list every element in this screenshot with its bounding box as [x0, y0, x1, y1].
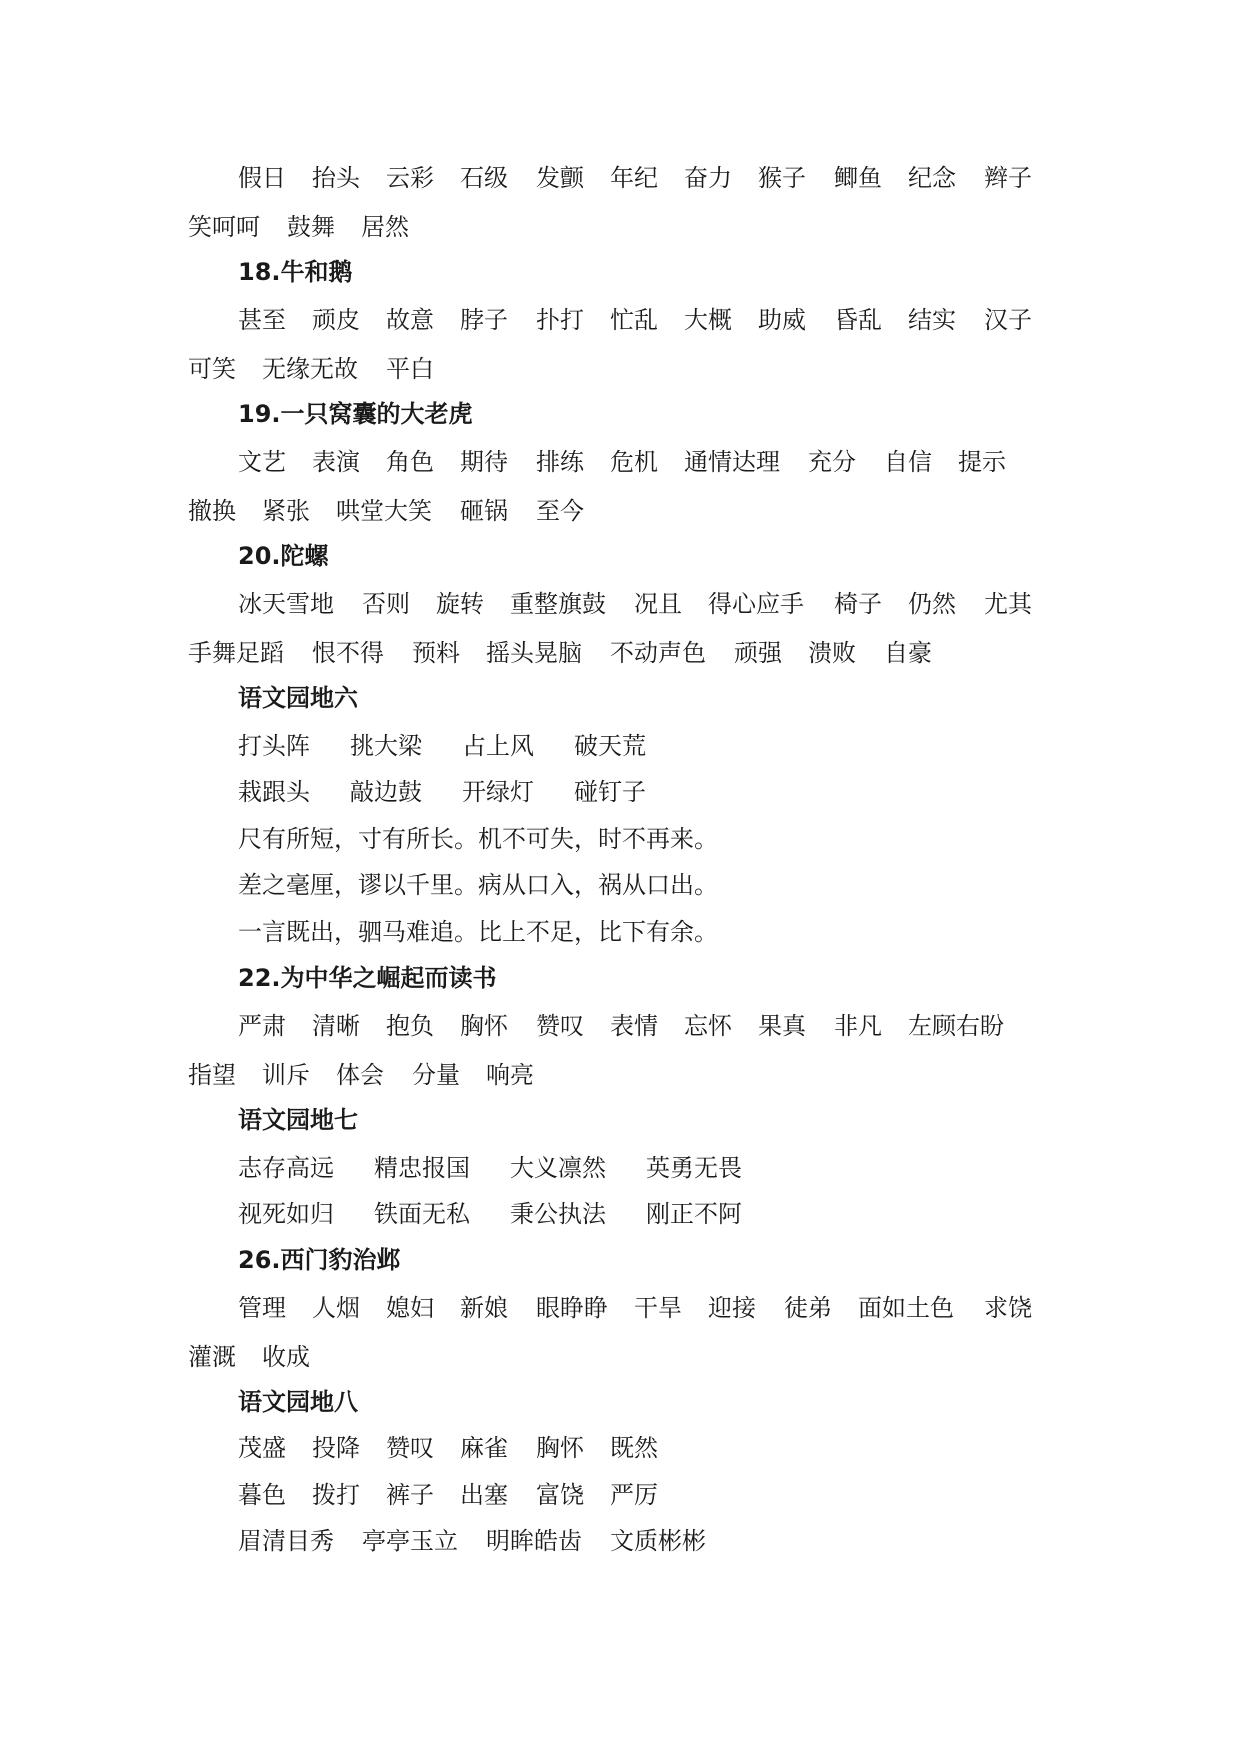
word: 昏乱	[834, 306, 882, 334]
word: 收成	[262, 1343, 310, 1371]
word: 抬头	[312, 164, 360, 192]
word-line	[0, 1006, 1240, 1046]
word: 通情达理	[684, 448, 780, 476]
word-line	[0, 1055, 1240, 1095]
word: 云彩	[386, 164, 434, 192]
word-line	[0, 300, 1240, 340]
word: 徒弟	[784, 1294, 832, 1322]
word: 大概	[684, 306, 732, 334]
word: 文艺	[238, 448, 286, 476]
section-title: 语文园地七	[238, 1106, 358, 1134]
word: 发颤	[536, 164, 584, 192]
word: 仍然	[908, 590, 956, 618]
word: 碰钉子	[574, 778, 646, 806]
word-line	[0, 207, 1240, 247]
word: 赞叹	[536, 1012, 584, 1040]
lesson-title: 20.陀螺	[238, 542, 329, 570]
lesson-title: 18.牛和鹅	[238, 258, 353, 286]
word: 手舞足蹈	[188, 639, 284, 667]
proverb-line	[0, 865, 1240, 905]
word: 况且	[634, 590, 682, 618]
word-line	[0, 1475, 1240, 1515]
word: 左顾右盼	[908, 1012, 1004, 1040]
word-line	[0, 1148, 1240, 1188]
lesson-heading	[0, 394, 1240, 434]
word: 撤换	[188, 497, 236, 525]
word-line	[0, 1337, 1240, 1377]
word: 自豪	[884, 639, 932, 667]
word-line	[0, 772, 1240, 812]
word: 刚正不阿	[646, 1200, 742, 1228]
word: 英勇无畏	[646, 1154, 742, 1182]
proverb: 差之毫厘，谬以千里。病从口入，祸从口出。	[238, 871, 718, 899]
word: 否则	[362, 590, 410, 618]
word: 危机	[610, 448, 658, 476]
word: 铁面无私	[374, 1200, 470, 1228]
word-line	[0, 349, 1240, 389]
word: 亭亭玉立	[362, 1527, 458, 1555]
word: 投降	[312, 1434, 360, 1462]
word: 顽强	[734, 639, 782, 667]
word: 结实	[908, 306, 956, 334]
word: 哄堂大笑	[336, 497, 432, 525]
word: 自信	[884, 448, 932, 476]
word: 胸怀	[536, 1434, 584, 1462]
word: 至今	[536, 497, 584, 525]
word: 大义凛然	[510, 1154, 606, 1182]
word: 尤其	[984, 590, 1032, 618]
word: 灌溉	[188, 1343, 236, 1371]
word: 眼睁睁	[536, 1294, 608, 1322]
word: 暮色	[238, 1481, 286, 1509]
word: 恨不得	[312, 639, 384, 667]
section-heading	[0, 678, 1240, 718]
section-title: 语文园地六	[238, 684, 358, 712]
word: 指望	[188, 1061, 236, 1089]
word-line	[0, 158, 1240, 198]
word: 抱负	[386, 1012, 434, 1040]
word: 管理	[238, 1294, 286, 1322]
word: 不动声色	[610, 639, 706, 667]
word: 旋转	[436, 590, 484, 618]
proverb: 一言既出，驷马难追。比上不足，比下有余。	[238, 918, 718, 946]
word: 赞叹	[386, 1434, 434, 1462]
word-line	[0, 1521, 1240, 1561]
word: 忘怀	[684, 1012, 732, 1040]
word: 体会	[336, 1061, 384, 1089]
word-line	[0, 491, 1240, 531]
word: 媳妇	[386, 1294, 434, 1322]
word: 期待	[460, 448, 508, 476]
word: 果真	[758, 1012, 806, 1040]
word: 脖子	[460, 306, 508, 334]
section-heading	[0, 1100, 1240, 1140]
word: 椅子	[834, 590, 882, 618]
word: 忙乱	[610, 306, 658, 334]
word: 严厉	[610, 1481, 658, 1509]
lesson-heading	[0, 1240, 1240, 1280]
word: 摇头晃脑	[486, 639, 582, 667]
word: 破天荒	[574, 732, 646, 760]
word: 求饶	[984, 1294, 1032, 1322]
word: 笑呵呵	[188, 213, 260, 241]
word: 既然	[610, 1434, 658, 1462]
word-line	[0, 1194, 1240, 1234]
lesson-title: 19.一只窝囊的大老虎	[238, 400, 473, 428]
word: 胸怀	[460, 1012, 508, 1040]
word: 顽皮	[312, 306, 360, 334]
word-line	[0, 442, 1240, 482]
word: 严肃	[238, 1012, 286, 1040]
word: 占上风	[462, 732, 534, 760]
word: 表演	[312, 448, 360, 476]
word: 紧张	[262, 497, 310, 525]
section-title: 语文园地八	[238, 1388, 358, 1416]
word: 扑打	[536, 306, 584, 334]
word: 冰天雪地	[238, 590, 334, 618]
lesson-title: 26.西门豹治邺	[238, 1246, 401, 1274]
word: 训斥	[262, 1061, 310, 1089]
word: 富饶	[536, 1481, 584, 1509]
word-line	[0, 726, 1240, 766]
word: 志存高远	[238, 1154, 334, 1182]
word: 居然	[361, 213, 409, 241]
word: 眉清目秀	[238, 1527, 334, 1555]
word: 可笑	[188, 355, 236, 383]
word: 角色	[386, 448, 434, 476]
word: 干旱	[634, 1294, 682, 1322]
word: 纪念	[908, 164, 956, 192]
word: 出塞	[460, 1481, 508, 1509]
word: 新娘	[460, 1294, 508, 1322]
word: 充分	[808, 448, 856, 476]
word: 辫子	[984, 164, 1032, 192]
word-line	[0, 584, 1240, 624]
word: 茂盛	[238, 1434, 286, 1462]
word: 助威	[758, 306, 806, 334]
word: 溃败	[808, 639, 856, 667]
word-line	[0, 633, 1240, 673]
word: 排练	[536, 448, 584, 476]
word: 迎接	[708, 1294, 756, 1322]
word: 表情	[610, 1012, 658, 1040]
word: 石级	[460, 164, 508, 192]
lesson-title: 22.为中华之崛起而读书	[238, 964, 497, 992]
word: 响亮	[486, 1061, 534, 1089]
lesson-heading	[0, 958, 1240, 998]
word: 奋力	[684, 164, 732, 192]
word: 汉子	[984, 306, 1032, 334]
word: 假日	[238, 164, 286, 192]
word: 人烟	[312, 1294, 360, 1322]
word: 文质彬彬	[610, 1527, 706, 1555]
word-line	[0, 1288, 1240, 1328]
word: 秉公执法	[510, 1200, 606, 1228]
word: 面如土色	[858, 1294, 954, 1322]
proverb: 尺有所短，寸有所长。机不可失，时不再来。	[238, 825, 718, 853]
word: 鲫鱼	[834, 164, 882, 192]
word: 鼓舞	[287, 213, 335, 241]
word: 无缘无故	[262, 355, 358, 383]
word: 开绿灯	[462, 778, 534, 806]
word: 故意	[386, 306, 434, 334]
word: 年纪	[610, 164, 658, 192]
word: 提示	[958, 448, 1006, 476]
section-heading	[0, 1382, 1240, 1422]
word: 栽跟头	[238, 778, 310, 806]
word: 敲边鼓	[350, 778, 422, 806]
word: 分量	[412, 1061, 460, 1089]
word: 重整旗鼓	[510, 590, 606, 618]
word: 视死如归	[238, 1200, 334, 1228]
word-line	[0, 1428, 1240, 1468]
word: 明眸皓齿	[486, 1527, 582, 1555]
word: 得心应手	[708, 590, 804, 618]
word: 清晰	[312, 1012, 360, 1040]
word: 预料	[412, 639, 460, 667]
word: 砸锅	[460, 497, 508, 525]
word: 猴子	[758, 164, 806, 192]
word: 裤子	[386, 1481, 434, 1509]
word: 平白	[386, 355, 434, 383]
word: 挑大梁	[350, 732, 422, 760]
proverb-line	[0, 912, 1240, 952]
word: 非凡	[834, 1012, 882, 1040]
word: 精忠报国	[374, 1154, 470, 1182]
word: 打头阵	[238, 732, 310, 760]
proverb-line	[0, 819, 1240, 859]
word: 拨打	[312, 1481, 360, 1509]
lesson-heading	[0, 536, 1240, 576]
lesson-heading	[0, 252, 1240, 292]
word: 甚至	[238, 306, 286, 334]
word: 麻雀	[460, 1434, 508, 1462]
